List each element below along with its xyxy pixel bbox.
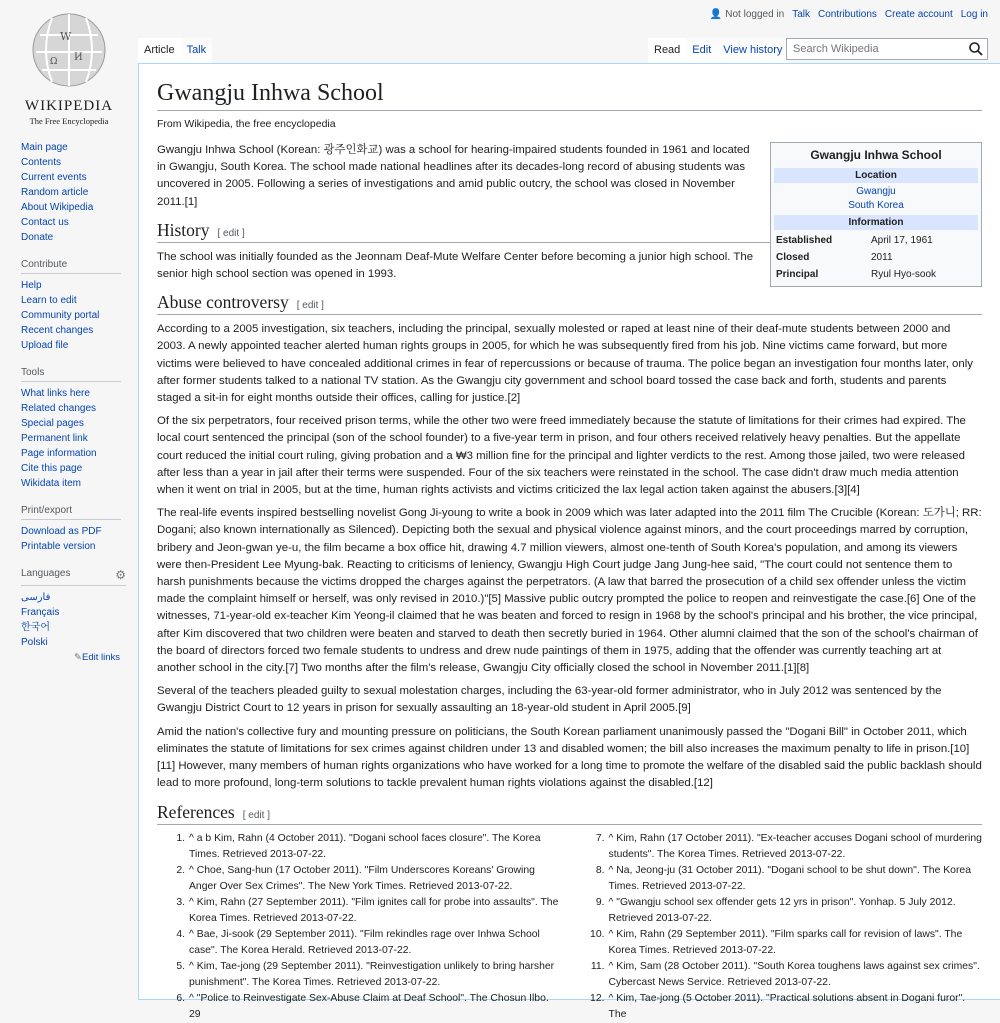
search-placeholder: Search Wikipedia	[793, 43, 879, 55]
references-column-right	[577, 831, 983, 1023]
personal-tools	[710, 9, 988, 20]
infobox-location-header: Location	[774, 168, 978, 183]
search-icon[interactable]	[969, 42, 983, 59]
sidebar-item-download-pdf[interactable]: Download as PDF	[21, 526, 102, 537]
sidebar-item-current-events[interactable]: Current events	[21, 172, 87, 183]
abuse-paragraph: The real-life events inspired bestselling novelist Gong Ji-young to write a book in 2009 which was later adapted into the 2011 film The Crucible (Korean: 도가니; RR: Dogani; also known internationally as Silenced). Depicting both the sexual and physical violence against minors, and the court proceedings marred by corruption, bribery and Jeon-gwan ye-u, the film became a box office hit, drawing 4.7 million viewers, almost one-tenth of South Korea's population, and among its viewers were then-President Lee Myung-bak. Reacting to criticisms of leniency, Gwangju High Court judge Jang Jung-hee said, "The court could not sentence them to harsh punishments because the victims dropped the charges against the perpetrators. (A law that barred the prosecution of a child sex offender unless the victim made the complaint himself or herself, was only revised in 2010.)"[5] Massive public outcry prompted the police to reopen and reinvestigate the case.[6] One of the witnesses, 71-year-old ex-teacher Kim Yeong-il claimed that he was beaten and forced to resign in 1968 by the school's principal and his brother, the vice principal, after Kim discovered that two children were beaten and starved to death then secretly buried in 1964. Other alumni claimed that the son of the school's chairman of the board of directors forced two female students to undress and drew nude paintings of them in 1975, adding that the offender was currently teaching art at another school in the city.[7] Two months after the film's release, Gwangju City officially closed the school in November 2011.[1][8]	[157, 507, 982, 675]
infobox-row: Principal Ryul Hyo-sook	[776, 269, 937, 280]
main-content	[138, 63, 1000, 1020]
history-heading: History [ edit ]	[157, 220, 982, 243]
languages-heading: Languages ⚙	[21, 568, 126, 586]
sidebar-item-lang-ko[interactable]: 한국어	[21, 622, 50, 633]
infobox-location-city[interactable]: Gwangju	[856, 186, 896, 197]
globe-icon	[0, 0, 138, 100]
intro-paragraph: Gwangju Inhwa School (Korean: 광주인화교) was a school for hearing-impaired students founded in 1961 and located in Gwangju, South Korea. The school made national headlines after its decades-long record of abusing students was uncovered in 2005. Following a series of investigations and amid public outcry, the school was closed in November 2011.[1]	[157, 144, 750, 208]
tagline: The Free Encyclopedia	[29, 116, 109, 126]
reference-item[interactable]: 2. ^ Choe, Sang-hun (17 October 2011). "Film Underscores Koreans' Growing Anger Over Sex Crimes". The New York Times. Retrieved 2013-07-22.	[176, 864, 535, 892]
references-column-left	[157, 831, 563, 1023]
contributions-link[interactable]: Contributions	[818, 9, 877, 20]
search-input[interactable]	[786, 38, 988, 60]
sidebar-navigation	[0, 140, 138, 251]
log-in-link[interactable]: Log in	[960, 9, 988, 20]
tab-talk[interactable]: Talk	[181, 38, 213, 63]
sidebar-item-what-links-here[interactable]: What links here	[21, 388, 90, 399]
sidebar-languages	[0, 568, 138, 671]
abuse-heading: Abuse controversy [ edit ]	[157, 292, 982, 315]
abuse-paragraph: Amid the nation's collective fury and mounting pressure on politicians, the South Korean parliament unanimously passed the "Dogani Bill" in October 2011, which eliminates the statute of limitations for sex crimes against children under 13 and disabled women; the bill also increases the maximum penalty to life in prison.[10][11] However, many members of human rights organizations who have worked for a long time to promote the welfare of the disabled said the public backlash should lead to more profound, long-term solutions to tackle prevalent human rights violations against the disabled.[12]	[157, 725, 982, 790]
sidebar-item-page-information[interactable]: Page information	[21, 448, 97, 459]
talk-link[interactable]: Talk	[792, 9, 810, 20]
reference-item[interactable]: 3. ^ Kim, Rahn (27 September 2011). "Film ignites call for probe into assaults". The Korea Times. Retrieved 2013-07-22.	[176, 896, 559, 924]
tab-view-history[interactable]: View history	[717, 38, 788, 63]
sidebar-item-cite-this-page[interactable]: Cite this page	[21, 463, 83, 474]
sidebar-item-random-article[interactable]: Random article	[21, 187, 89, 198]
sidebar-item-lang-fa[interactable]: فارسی	[21, 592, 51, 603]
infobox-title: Gwangju Inhwa School	[810, 148, 942, 162]
reference-item[interactable]: 9. ^ "Gwangju school sex offender gets 12 yrs in prison". Yonhap. 5 July 2012. Retrieved 2013-07-22.	[595, 896, 956, 924]
sidebar-item-upload-file[interactable]: Upload file	[21, 340, 69, 351]
sidebar-item-wikidata-item[interactable]: Wikidata item	[21, 478, 82, 489]
reference-item[interactable]: 10. ^ Kim, Rahn (29 September 2011). "Film sparks call for revision of laws". The Korea Times. Retrieved 2013-07-22.	[590, 928, 963, 956]
tab-read[interactable]: Read	[648, 38, 686, 63]
sidebar-item-about[interactable]: About Wikipedia	[21, 202, 94, 213]
namespace-tabs	[138, 38, 212, 63]
reference-item[interactable]: 11. ^ Kim, Sam (28 October 2011). "South Korea toughens laws against sex crimes". Cybercast News Service. Retrieved 2013-07-22.	[590, 960, 980, 988]
history-paragraph: The school was initially founded as the Jeonnam Deaf-Mute Welfare Center before becoming a junior high school. The senior high school section was opened in 1993.	[157, 250, 754, 281]
reference-item[interactable]: 8. ^ Na, Jeong-ju (31 October 2011). "Dogani school to be shut down". The Korea Times. Retrieved 2013-07-22.	[595, 864, 971, 892]
create-account-link[interactable]: Create account	[884, 9, 953, 20]
svg-text:И: И	[74, 52, 83, 63]
edit-section-link[interactable]: [ edit ]	[242, 809, 270, 821]
contribute-heading: Contribute	[21, 259, 121, 274]
sidebar-item-help[interactable]: Help	[21, 280, 42, 291]
sidebar-item-contents[interactable]: Contents	[21, 157, 62, 168]
pencil-icon: ✎	[74, 652, 82, 663]
sidebar-item-special-pages[interactable]: Special pages	[21, 418, 84, 429]
sidebar-contribute	[0, 259, 138, 359]
svg-text:W: W	[60, 30, 72, 43]
gear-icon[interactable]: ⚙	[115, 568, 126, 582]
reference-item[interactable]: 4. ^ Bae, Ji-sook (29 September 2011). "Film rekindles rage over Inhwa School case". The Korea Herald. Retrieved 2013-07-22.	[176, 928, 540, 956]
reference-item[interactable]: 7. ^ Kim, Rahn (17 October 2011). "Ex-teacher accuses Dogani school of murdering students". The Korea Times. Retrieved 2013-07-22.	[595, 832, 982, 860]
sidebar-item-community-portal[interactable]: Community portal	[21, 310, 100, 321]
reference-item[interactable]: 1. ^ a b Kim, Rahn (4 October 2011). "Dogani school faces closure". The Korea Times. Retrieved 2013-07-22.	[176, 832, 541, 860]
sidebar-item-printable-version[interactable]: Printable version	[21, 541, 96, 552]
sidebar-item-permanent-link[interactable]: Permanent link	[21, 433, 88, 444]
references-list	[157, 831, 982, 1023]
reference-item[interactable]: 6. ^ "Police to Reinvestigate Sex-Abuse Claim at Deaf School". The Chosun Ilbo. 29	[176, 992, 549, 1020]
infobox-row: Established April 17, 1961	[776, 235, 933, 246]
reference-item[interactable]: 5. ^ Kim, Tae-jong (29 September 2011). "Reinvestigation unlikely to bring harsher punishment". The Korea Times. Retrieved 2013-07-22.	[176, 960, 555, 988]
tab-article[interactable]: Article	[138, 38, 181, 63]
user-status: 👤 Not logged in	[709, 9, 785, 20]
infobox	[770, 142, 982, 287]
infobox-row: Closed 2011	[776, 252, 893, 263]
infobox-location-country[interactable]: South Korea	[848, 200, 904, 211]
page-title: Gwangju Inhwa School	[157, 78, 982, 111]
sidebar-tools	[0, 367, 138, 497]
sidebar-item-related-changes[interactable]: Related changes	[21, 403, 97, 414]
tab-edit[interactable]: Edit	[686, 38, 717, 63]
sidebar-item-recent-changes[interactable]: Recent changes	[21, 325, 94, 336]
abuse-paragraph: Several of the teachers pleaded guilty to sexual molestation charges, including the 63-year-old former administrator, who in July 2012 was sentenced by the Gwangju District Court to 12 years in prison for sexually assaulting an 18-year-old student in April 2005.[9]	[157, 685, 942, 715]
tools-heading: Tools	[21, 367, 121, 382]
sidebar-item-contact[interactable]: Contact us	[21, 217, 69, 228]
sidebar-print-export	[0, 505, 138, 560]
reference-item[interactable]: 12. ^ Kim, Tae-jong (5 October 2011). "Practical solutions absent in Dogani furor". The	[590, 992, 966, 1020]
edit-section-link[interactable]: [ edit ]	[296, 300, 324, 312]
edit-section-link[interactable]: [ edit ]	[217, 227, 245, 239]
sidebar-item-lang-pl[interactable]: Polski	[21, 637, 48, 648]
sidebar-item-donate[interactable]: Donate	[21, 232, 54, 243]
view-tabs	[648, 38, 788, 63]
svg-text:Ω: Ω	[50, 57, 58, 67]
sidebar-item-lang-fr[interactable]: Français	[21, 607, 60, 618]
wordmark: WIKIPEDIA	[24, 98, 114, 114]
abuse-paragraph: Of the six perpetrators, four received prison terms, while the other two were freed immediately because the statute of limitations for their crimes had expired. The local court sentenced the principal (son of the school founder) to a five-year term in prison, and four others received relatively heavy penalties. But the appellate court reduced the initial court ruling, giving probation and a ₩3 million fine for the principal and lighter verdicts to the rest. Among those jailed, two were released after less than a year in jail after their terms were suspended. Four of the six teachers were reinstated in the school. The case didn't draw much media attention when it went on trial in 2005, but at the time, human rights activists and victims criticized the lax legal action taken against the abusers.[3][4]	[157, 415, 966, 497]
sidebar	[0, 140, 138, 679]
infobox-information-header: Information	[774, 215, 978, 230]
references-heading: References [ edit ]	[157, 802, 982, 825]
abuse-paragraph: According to a 2005 investigation, six teachers, including the principal, sexually molested or raped at least nine of their deaf-mute students between 2000 and 2003. A newly appointed teacher alerted human rights groups in 2005, for which he was subsequently fired from his job. Nine victims came forward, but more victims were believed to have concealed additional crimes in fear of repercussions or because of trauma. The police began an investigation four months later, only after former students talked to a national TV station. As the Gwangju city government and school board tossed the case back and forth, students and parents staged a sit-in for eight months outside their offices, calling for justice.[2]	[157, 323, 973, 405]
edit-links[interactable]: Edit links	[81, 652, 120, 663]
user-icon: 👤	[709, 9, 723, 20]
wikipedia-logo[interactable]	[0, 0, 138, 130]
sidebar-item-learn-to-edit[interactable]: Learn to edit	[21, 295, 77, 306]
print-export-heading: Print/export	[21, 505, 121, 520]
sidebar-item-main-page[interactable]: Main page	[21, 142, 68, 153]
site-sub: From Wikipedia, the free encyclopedia	[157, 118, 336, 130]
